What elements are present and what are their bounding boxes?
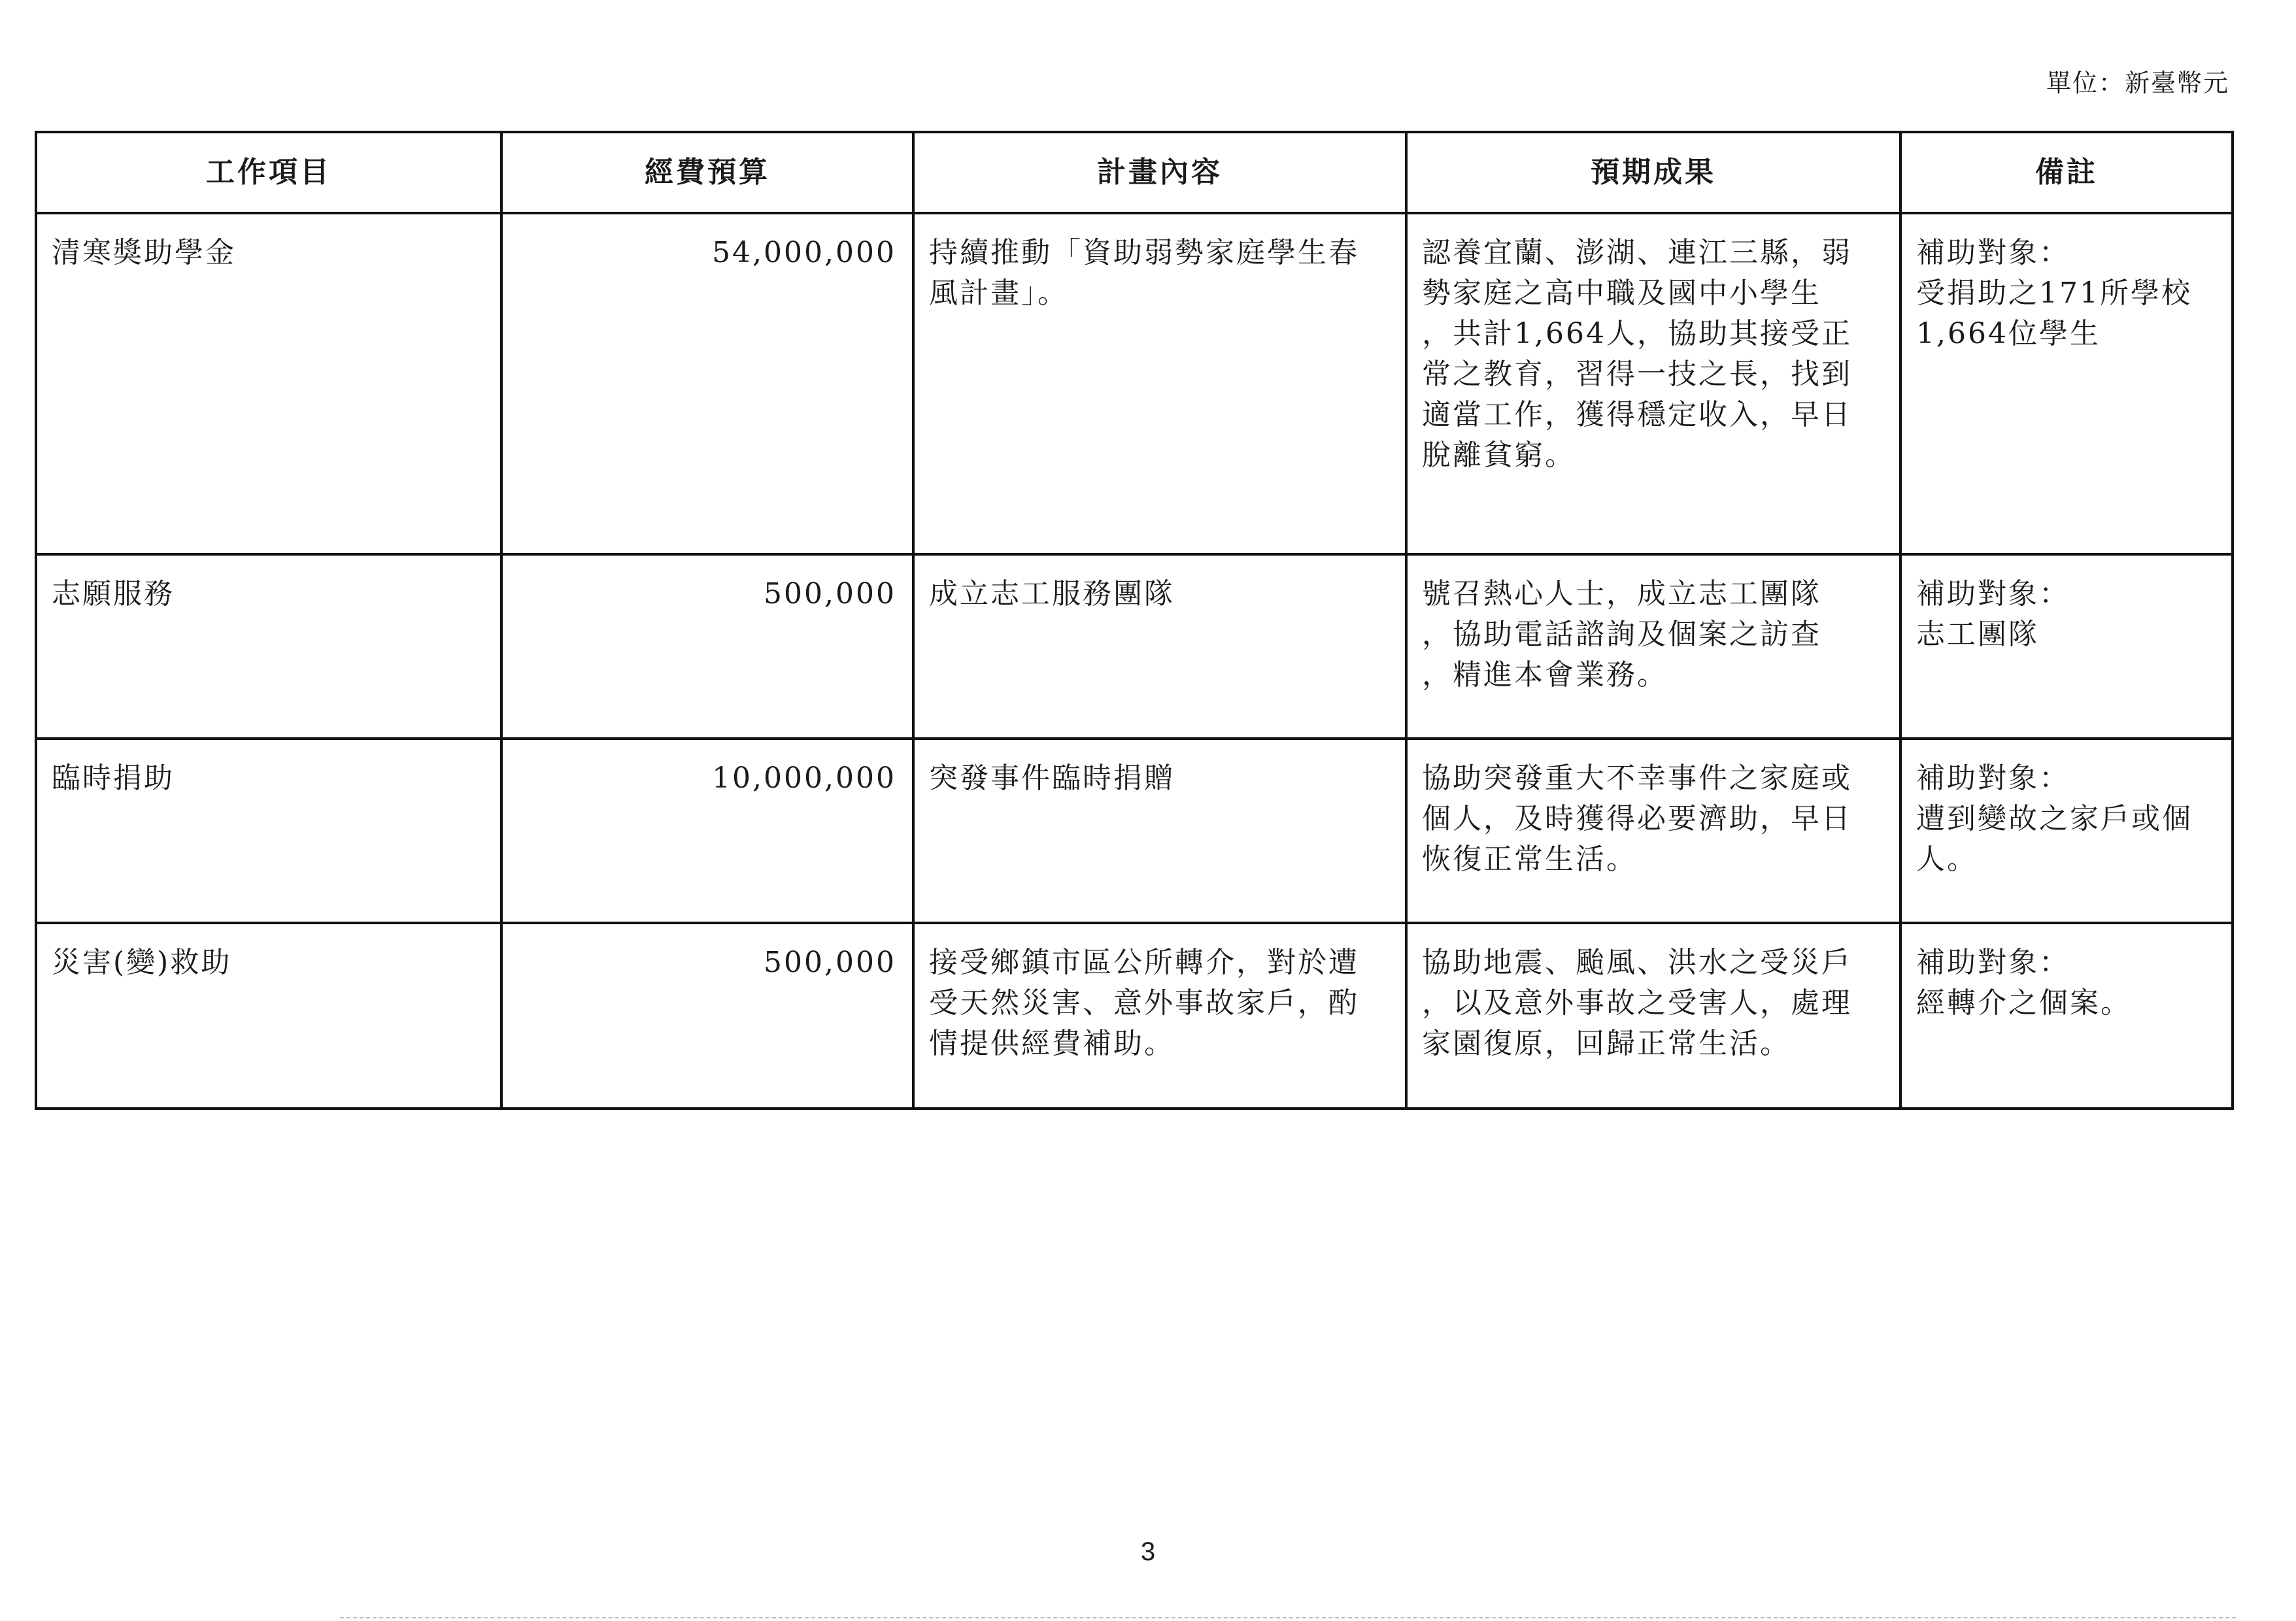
cell-remarks xyxy=(1900,923,2233,1109)
cell-line: 志工團隊 xyxy=(1916,618,2039,651)
cell-budget: 500,000 xyxy=(501,554,913,739)
scan-edge-divider xyxy=(340,1617,2236,1618)
cell-line: 持續推動「資助弱勢家庭學生春 xyxy=(929,236,1359,269)
cell-plan xyxy=(913,554,1406,739)
cell-line: 經轉介之個案。 xyxy=(1916,986,2131,1020)
cell-item: 清寒獎助學金 xyxy=(36,213,501,554)
cell-remarks xyxy=(1900,213,2233,554)
cell-line: 個人，及時獲得必要濟助，早日 xyxy=(1422,802,1852,835)
cell-line: 風計畫」。 xyxy=(929,276,1068,310)
header-remarks: 備註 xyxy=(1900,132,2233,213)
cell-line: 成立志工服務團隊 xyxy=(929,577,1175,610)
table-row xyxy=(36,554,2233,739)
cell-line: 人。 xyxy=(1916,843,1978,876)
cell-item: 災害(變)救助 xyxy=(36,923,501,1109)
cell-line: 恢復正常生活。 xyxy=(1422,843,1637,876)
cell-plan xyxy=(913,739,1406,923)
cell-line: ，精進本會業務。 xyxy=(1422,658,1668,692)
cell-line: 突發事件臨時捐贈 xyxy=(929,761,1175,795)
cell-outcome xyxy=(1406,554,1900,739)
cell-budget: 500,000 xyxy=(501,923,913,1109)
cell-line: 情提供經費補助。 xyxy=(929,1027,1175,1060)
cell-line: 補助對象： xyxy=(1916,946,2070,979)
cell-outcome xyxy=(1406,213,1900,554)
table-row xyxy=(36,923,2233,1109)
cell-line: 常之教育，習得一技之長，找到 xyxy=(1422,358,1852,391)
header-budget: 經費預算 xyxy=(501,132,913,213)
cell-line: 協助地震、颱風、洪水之受災戶 xyxy=(1422,946,1852,979)
cell-outcome xyxy=(1406,923,1900,1109)
cell-line: ，以及意外事故之受害人，處理 xyxy=(1422,986,1852,1020)
table-header-row xyxy=(36,132,2233,213)
cell-line: 遭到變故之家戶或個 xyxy=(1916,802,2193,835)
cell-line: 補助對象： xyxy=(1916,761,2070,795)
cell-outcome xyxy=(1406,739,1900,923)
cell-line: ，協助電話諮詢及個案之訪查 xyxy=(1422,618,1821,651)
cell-line: 認養宜蘭、澎湖、連江三縣，弱 xyxy=(1422,236,1852,269)
cell-budget: 10,000,000 xyxy=(501,739,913,923)
cell-line: 受天然災害、意外事故家戶，酌 xyxy=(929,986,1359,1020)
cell-line: 號召熱心人士，成立志工團隊 xyxy=(1422,577,1821,610)
cell-line: 補助對象： xyxy=(1916,577,2070,610)
budget-table xyxy=(35,131,2234,1110)
cell-remarks xyxy=(1900,554,2233,739)
cell-line: ，共計1,664人，協助其接受正 xyxy=(1422,317,1852,350)
header-item: 工作項目 xyxy=(36,132,501,213)
cell-line: 1,664位學生 xyxy=(1916,317,2101,350)
cell-line: 脫離貧窮。 xyxy=(1422,439,1576,472)
cell-line: 補助對象： xyxy=(1916,236,2070,269)
cell-line: 受捐助之171所學校 xyxy=(1916,276,2192,310)
cell-line: 適當工作，獲得穩定收入，早日 xyxy=(1422,398,1852,431)
cell-item: 志願服務 xyxy=(36,554,501,739)
page-number: 3 xyxy=(1140,1537,1156,1566)
cell-line: 接受鄉鎮市區公所轉介，對於遭 xyxy=(929,946,1359,979)
cell-plan xyxy=(913,923,1406,1109)
cell-budget: 54,000,000 xyxy=(501,213,913,554)
header-plan: 計畫內容 xyxy=(913,132,1406,213)
cell-line: 家園復原，回歸正常生活。 xyxy=(1422,1027,1791,1060)
cell-line: 勢家庭之高中職及國中小學生 xyxy=(1422,276,1821,310)
header-outcome: 預期成果 xyxy=(1406,132,1900,213)
cell-line: 協助突發重大不幸事件之家庭或 xyxy=(1422,761,1852,795)
cell-item: 臨時捐助 xyxy=(36,739,501,923)
unit-label: 單位：新臺幣元 xyxy=(2046,69,2229,97)
table-row xyxy=(36,739,2233,923)
cell-remarks xyxy=(1900,739,2233,923)
cell-plan xyxy=(913,213,1406,554)
table-row xyxy=(36,213,2233,554)
